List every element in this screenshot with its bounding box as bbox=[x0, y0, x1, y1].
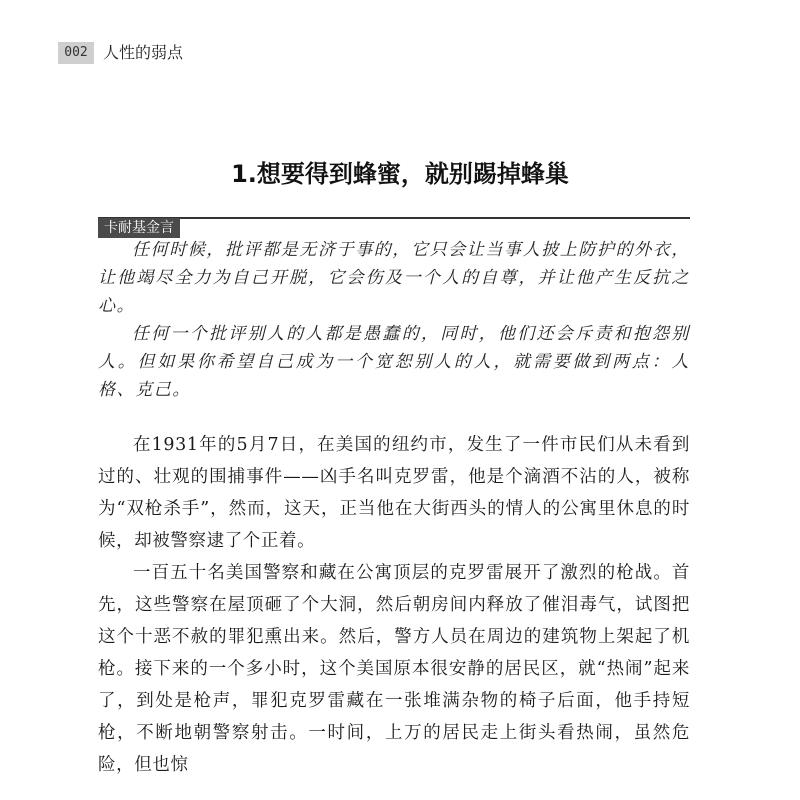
chapter-title: 1.想要得到蜂蜜，就别踢掉蜂巢 bbox=[231, 160, 569, 188]
page-number: 002 bbox=[58, 42, 94, 64]
quote-label: 卡耐基金言 bbox=[98, 218, 180, 238]
quote-paragraph: 任何时候，批评都是无济于事的，它只会让当事人披上防护的外衣，让他竭尽全力为自己开脱，它会伤及一个人的自尊，并让他产生反抗之心。 bbox=[98, 240, 690, 316]
quote-divider bbox=[98, 217, 690, 219]
body-paragraph: 一百五十名美国警察和藏在公寓顶层的克罗雷展开了激烈的枪战。首先，这些警察在屋顶砸了个大洞，然后朝房间内释放了催泪毒气，试图把这个十恶不赦的罪犯熏出来。然后，警方人员在周边的建筑物上架起了机枪。接下来的一个多小时，这个美国原本很安静的居民区，就“热闹”起来了，到处是枪声，罪犯克罗雷藏在一张堆满杂物的椅子后面，他手持短枪，不断地朝警察射击。一时间，上万的居民走上街头看热闹，虽然危险，但也惊 bbox=[98, 563, 690, 775]
quote-block bbox=[98, 236, 690, 404]
running-header-book-title: 人性的弱点 bbox=[103, 43, 184, 62]
body-paragraph: 在1931年的5月7日，在美国的纽约市，发生了一件市民们从未看到过的、壮观的围捕事件——凶手名叫克罗雷，他是个滴酒不沾的人，被称为“双枪杀手”，然而，这天，正当他在大街西头的情人的公寓里休息的时候，却被警察逮了个正着。 bbox=[98, 435, 690, 551]
body-text bbox=[98, 429, 690, 781]
quote-paragraph: 任何一个批评别人的人都是愚蠢的，同时，他们还会斥责和抱怨别人。但如果你希望自己成为一个宽恕别人的人，就需要做到两点：人格、克己。 bbox=[98, 324, 690, 400]
